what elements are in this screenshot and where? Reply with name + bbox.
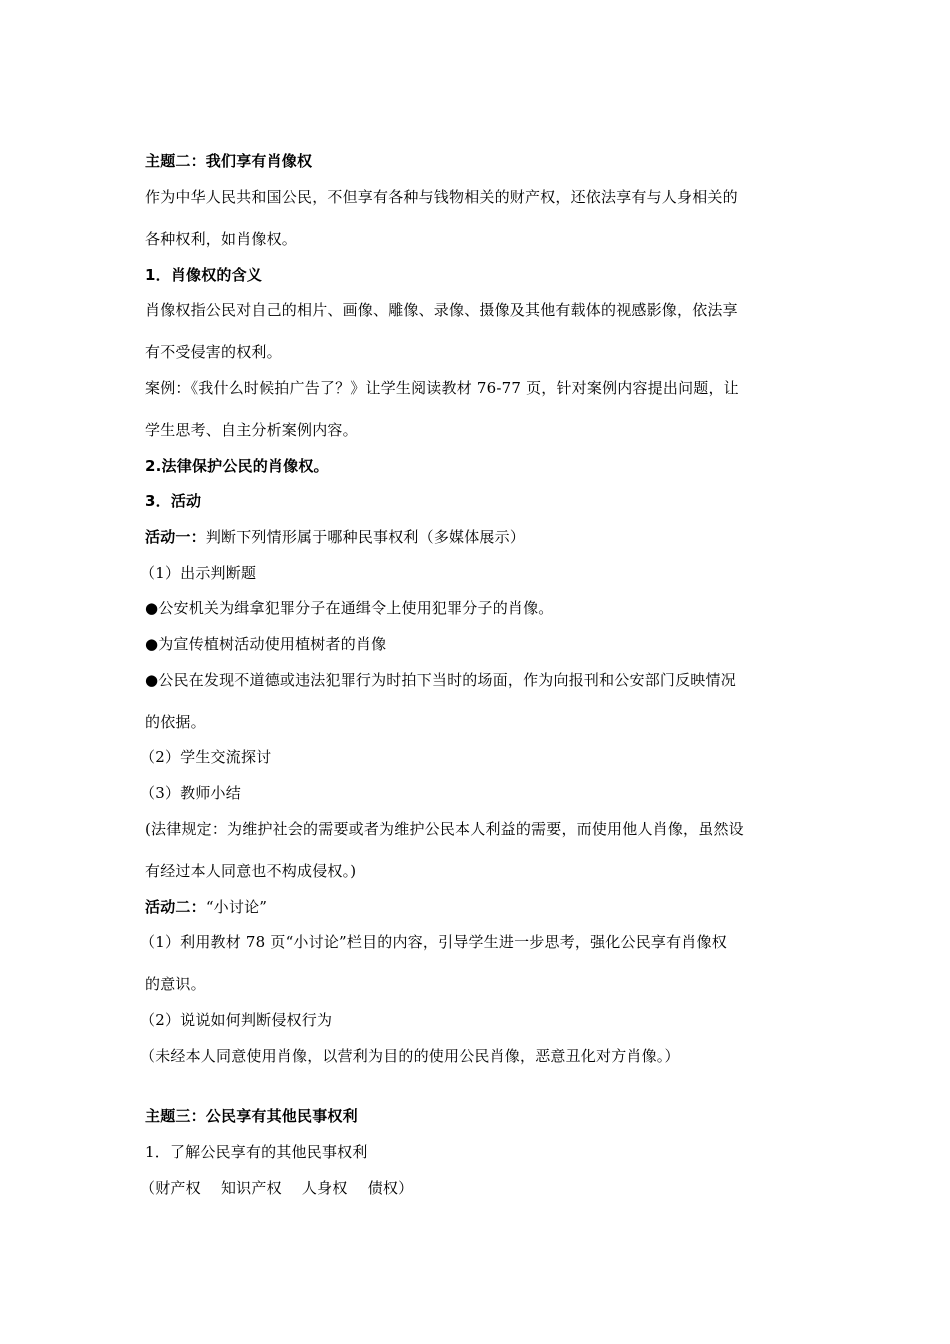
bullet-item: ●公安机关为缉拿犯罪分子在通缉令上使用犯罪分子的肖像。 — [145, 599, 554, 617]
paragraph-line: 1．了解公民享有的其他民事权利 — [145, 1143, 368, 1161]
list-item: （1）利用教材 78 页“小讨论”栏目的内容，引导学生进一步思考，强化公民享有肖像权 — [140, 933, 727, 951]
paragraph-line: (法律规定：为维护社会的需要或者为维护公民本人利益的需要，而使用他人肖像，虽然设 — [145, 820, 744, 838]
paragraph-line: 的依据。 — [145, 713, 206, 731]
paragraph-line: 各种权利，如肖像权。 — [145, 230, 298, 248]
activity-one-label: 活动一： — [145, 528, 206, 546]
activity-two-line — [145, 897, 267, 917]
activity-two-text: “小讨论” — [205, 898, 268, 916]
list-item: （未经本人同意使用肖像，以营利为目的的使用公民肖像，恶意丑化对方肖像。） — [140, 1047, 680, 1065]
activity-one-line — [145, 527, 525, 547]
bullet-item: ●公民在发现不道德或违法犯罪行为时拍下当时的场面，作为向报刊和公安部门反映情况 — [145, 671, 736, 689]
paragraph-line: 学生思考、自主分析案例内容。 — [145, 421, 358, 439]
list-item: （3）教师小结 — [140, 784, 241, 802]
list-item: （2）学生交流探讨 — [140, 748, 272, 766]
activity-one-text: 判断下列情形属于哪种民事权利（多媒体展示） — [205, 528, 526, 546]
list-item: （2）说说如何判断侵权行为 — [140, 1011, 333, 1029]
heading-portrait-right-meaning: 1．肖像权的含义 — [145, 266, 263, 284]
paragraph-line: 案例：《我什么时候拍广告了？》让学生阅读教材 76-77 页，针对案例内容提出问题，让 — [145, 379, 739, 397]
activity-two-label: 活动二： — [145, 898, 206, 916]
heading-activity: 3．活动 — [145, 492, 202, 510]
paragraph-line: 有经过本人同意也不构成侵权。) — [145, 862, 357, 880]
paragraph-line: 肖像权指公民对自己的相片、画像、雕像、录像、摄像及其他有载体的视感影像，依法享 — [145, 301, 738, 319]
paragraph-line: 的意识。 — [145, 975, 206, 993]
paragraph-line: 作为中华人民共和国公民，不但享有各种与钱物相关的财产权，还依法享有与人身相关的 — [145, 188, 738, 206]
heading-topic-two: 主题二：我们享有肖像权 — [145, 152, 313, 170]
heading-law-protection: 2.法律保护公民的肖像权。 — [145, 457, 329, 475]
list-item: （1）出示判断题 — [140, 564, 257, 582]
heading-topic-three: 主题三：公民享有其他民事权利 — [145, 1107, 358, 1125]
bullet-item: ●为宣传植树活动使用植树者的肖像 — [145, 635, 387, 653]
list-item: （财产权 知识产权 人身权 债权） — [140, 1179, 414, 1197]
paragraph-line: 有不受侵害的权利。 — [145, 343, 282, 361]
